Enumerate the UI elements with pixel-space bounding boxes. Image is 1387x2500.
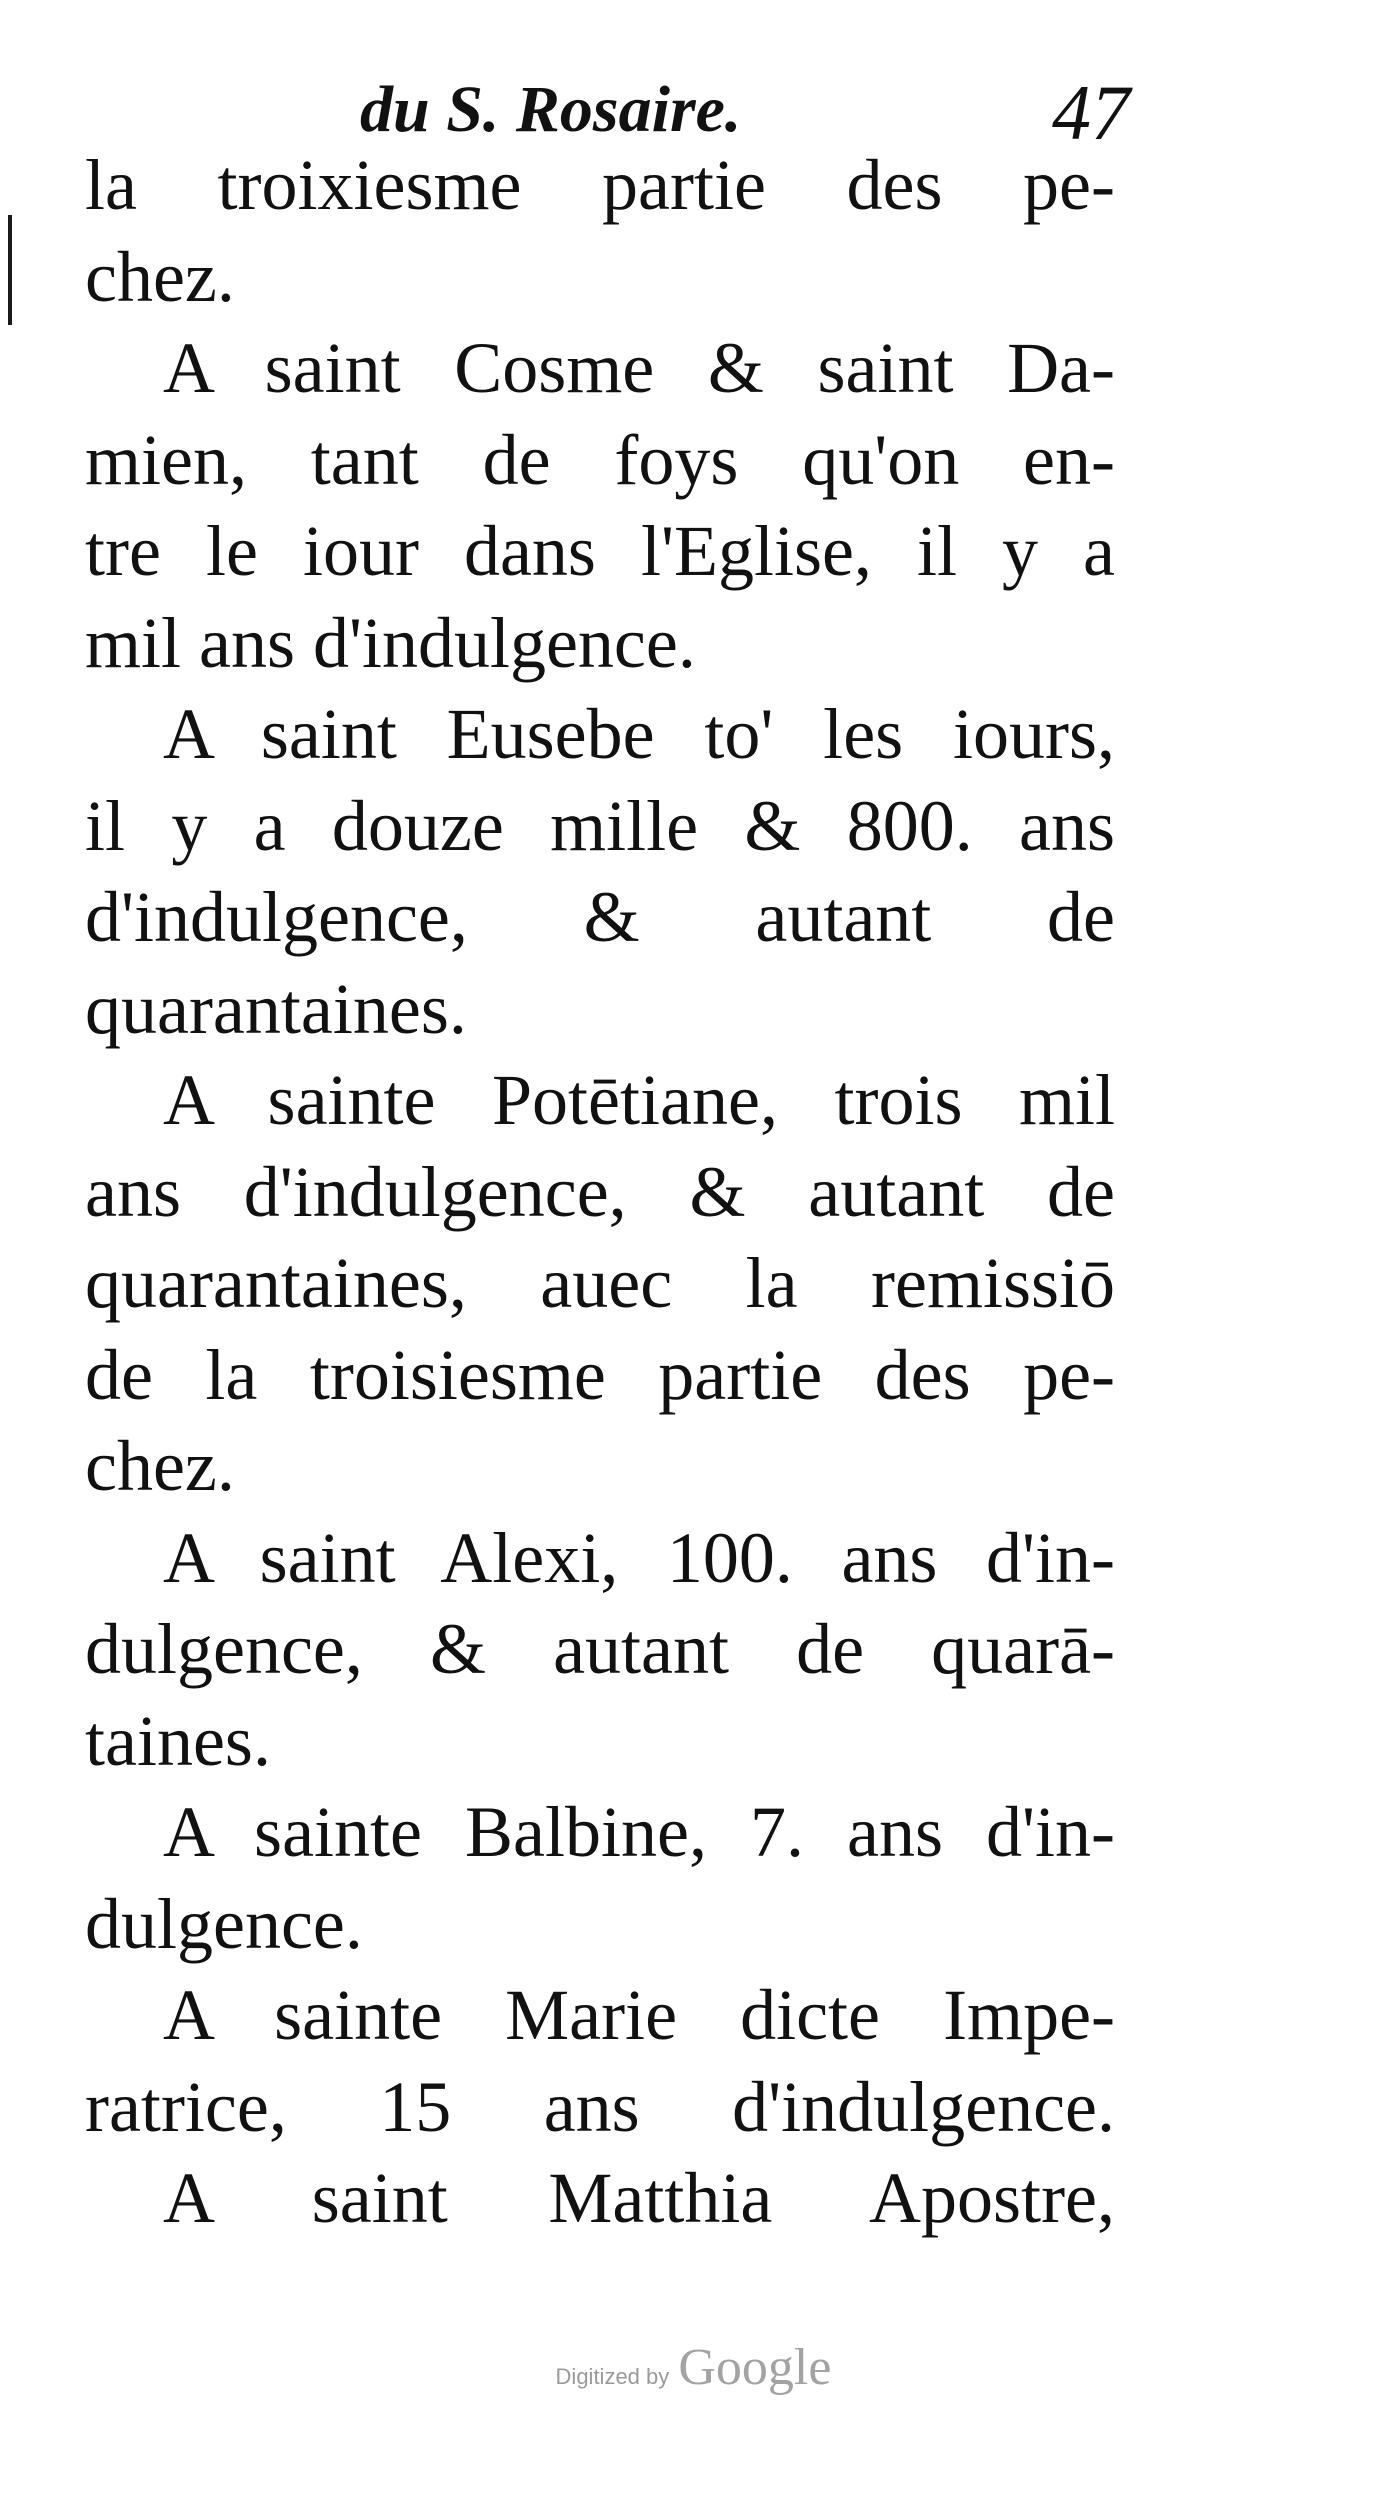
text-line: taines. — [85, 1700, 271, 1781]
text-line: dulgence. — [85, 1883, 363, 1964]
text-line: mien, tant de foys qu'on en- — [85, 419, 1115, 500]
text-line: quarantaines, auec la remissiō — [85, 1243, 1115, 1323]
body-text — [85, 140, 1115, 2245]
text-line: A sainte Marie dicte Impe- — [163, 1975, 1115, 2055]
digitization-footer — [0, 2338, 1387, 2408]
text-line: de la troisiesme partie des pe- — [85, 1334, 1115, 1415]
text-line: A sainte Balbine, 7. ans d'in- — [163, 1792, 1115, 1872]
text-line: dulgence, & autant de quarā- — [85, 1609, 1115, 1689]
text-line: tre le iour dans l'Eglise, il y a — [85, 511, 1115, 591]
text-line: mil ans d'indulgence. — [85, 602, 696, 683]
text-line: il y a douze mille & 800. ans — [85, 785, 1115, 866]
text-line: A saint Alexi, 100. ans d'in- — [163, 1517, 1115, 1598]
running-head: du S. Rosaire. — [360, 73, 742, 146]
digitized-by-label: Digitized by — [555, 2364, 670, 2389]
text-line: la troixiesme partie des pe- — [85, 145, 1115, 225]
text-line: chez. — [85, 1426, 235, 1506]
text-line: quarantaines. — [85, 968, 467, 1049]
page-number: 47 — [1052, 69, 1130, 156]
text-line: ratrice, 15 ans d'indulgence. — [85, 2066, 1115, 2147]
text-line: ans d'indulgence, & autant de — [85, 1151, 1115, 1232]
text-line: A saint Eusebe to' les iours, — [163, 694, 1115, 774]
page-edge-mark — [8, 215, 12, 325]
text-line: chez. — [85, 236, 235, 317]
google-logo: Google — [678, 2339, 832, 2396]
text-line: d'indulgence, & autant de — [85, 877, 1115, 957]
text-line: A sainte Potētiane, trois mil — [163, 1060, 1115, 1140]
text-line: A saint Cosme & saint Da- — [163, 328, 1115, 408]
text-line: A saint Matthia Apostre, — [163, 2158, 1115, 2238]
